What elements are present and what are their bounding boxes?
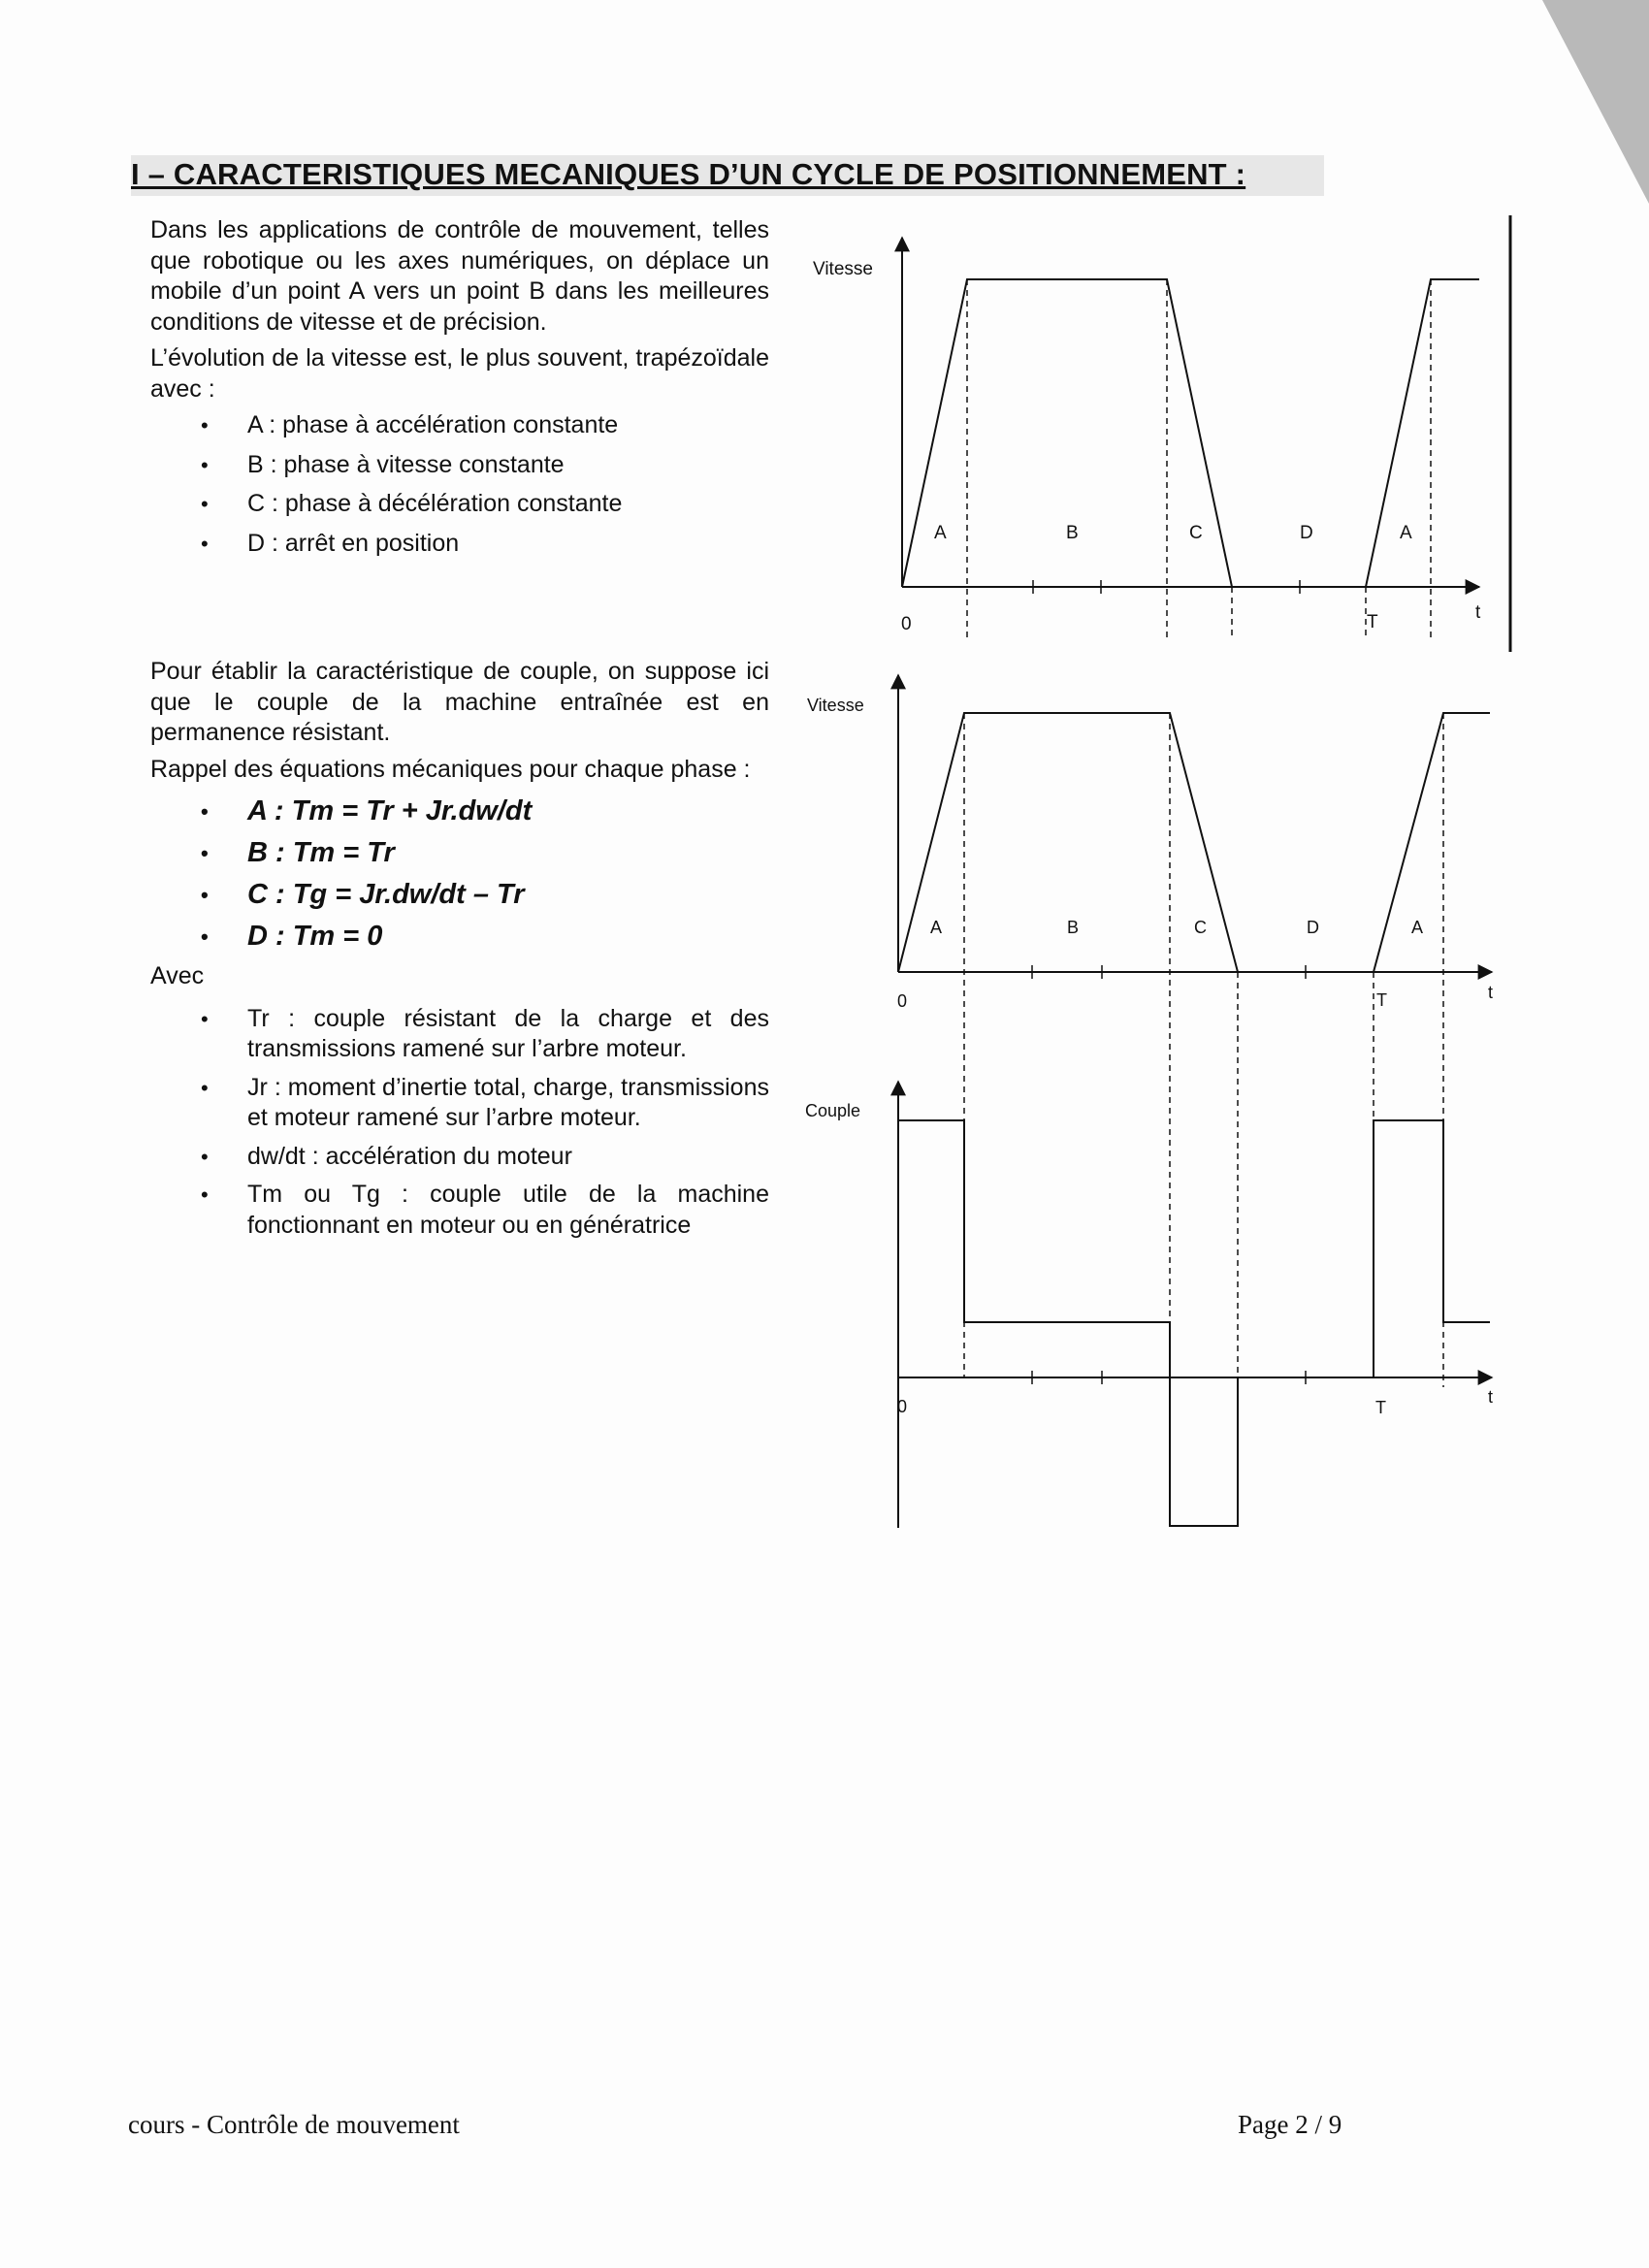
equation-item: • D : Tm = 0: [150, 916, 769, 957]
origin-label: 0: [901, 614, 912, 634]
equation-item: • A : Tm = Tr + Jr.dw/dt: [150, 791, 769, 832]
velocity-label: Vitesse: [813, 259, 873, 279]
period-label: T: [1375, 1398, 1386, 1417]
period-label: T: [1367, 612, 1378, 632]
torque-curve: [898, 1120, 1490, 1526]
phase-label-a2: A: [1411, 918, 1424, 937]
definition-item: • Tr : couple résistant de la charge et des transmissions ramené sur l’arbre moteur.: [150, 1004, 769, 1065]
phase-label-d: D: [1300, 523, 1313, 543]
avec-label: Avec: [150, 962, 205, 989]
phase-dividers: [964, 713, 1443, 1526]
time-label: t: [1475, 602, 1481, 623]
origin-label: 0: [897, 1397, 908, 1416]
phase-label-a: A: [930, 918, 943, 937]
equations-intro: Rappel des équations mécaniques pour chaque phase :: [150, 755, 751, 783]
phase-item: • C : phase à décélération constante: [150, 489, 769, 520]
phase-label-b: B: [1067, 918, 1080, 937]
phase-label-a: A: [934, 523, 947, 543]
time-label: t: [1488, 983, 1494, 1002]
period-label: T: [1376, 990, 1387, 1010]
phase-label-a2: A: [1400, 523, 1412, 543]
definition-item: • Jr : moment d’inertie total, charge, transmissions et moteur ramené sur l’arbre moteur.: [150, 1073, 769, 1134]
footer-page-number: Page 2 / 9: [1238, 2110, 1342, 2139]
definition-item: • Tm ou Tg : couple utile de la machine fonctionnant en moteur ou en génératrice: [150, 1180, 769, 1241]
section-title: I – CARACTERISTIQUES MECANIQUES D’UN CYCLE DE POSITIONNEMENT :: [131, 155, 1324, 196]
phase-label-b: B: [1066, 523, 1079, 543]
intro-paragraph: Dans les applications de contrôle de mouvement, telles que robotique ou les axes numériques, on déplace un mobile d’un point A vers un point B dans les meilleures conditions de vitesse et de précision.: [150, 216, 769, 336]
trapezoid-paragraph: L’évolution de la vitesse est, le plus souvent, trapézoïdale avec :: [150, 344, 769, 403]
phase-item: • A : phase à accélération constante: [150, 410, 769, 441]
phase-label-d: D: [1307, 918, 1319, 937]
velocity-diagram-1: [813, 215, 1510, 652]
phase-item: • B : phase à vitesse constante: [150, 450, 769, 481]
torque-paragraph: Pour établir la caractéristique de couple, on suppose ici que le couple de la machine entraînée est en permanence résistant.: [150, 658, 769, 746]
velocity-label: Vitesse: [807, 696, 864, 715]
velocity-diagram-2: [807, 675, 1493, 1011]
phase-label-c: C: [1189, 523, 1203, 543]
equation-item: • B : Tm = Tr: [150, 832, 769, 874]
origin-label: 0: [897, 991, 908, 1011]
phase-label-c: C: [1194, 918, 1207, 937]
torque-diagram: [805, 1082, 1493, 1528]
definition-item: • dw/dt : accélération du moteur: [150, 1142, 769, 1173]
time-label: t: [1488, 1387, 1494, 1407]
torque-label: Couple: [805, 1101, 861, 1120]
phase-item: • D : arrêt en position: [150, 529, 769, 560]
footer-course-title: cours - Contrôle de mouvement: [128, 2110, 460, 2139]
equation-item: • C : Tg = Jr.dw/dt – Tr: [150, 874, 769, 916]
